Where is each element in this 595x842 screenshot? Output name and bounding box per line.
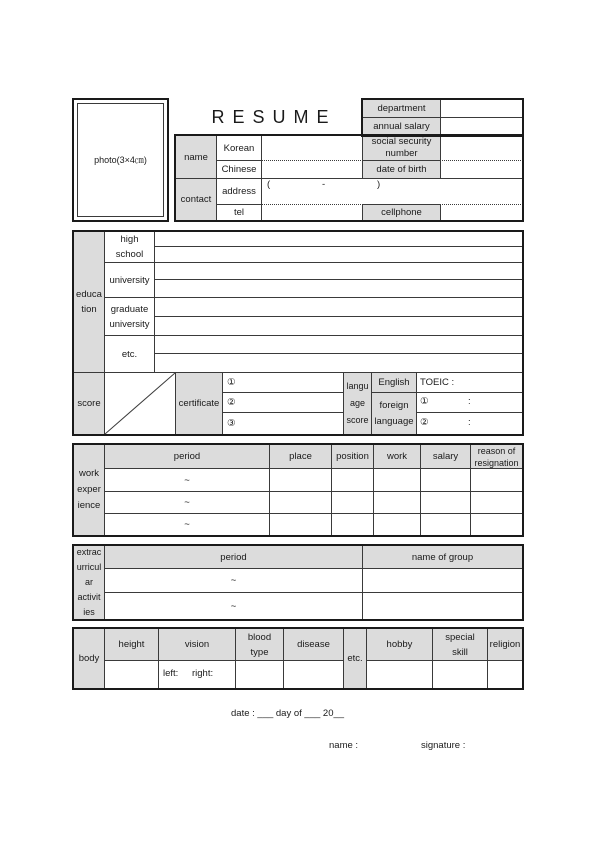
work-period-header: period [104, 444, 270, 469]
disease-header: disease [283, 628, 344, 661]
annual-salary-label: annual salary [362, 117, 441, 136]
address-close-paren: ) [377, 179, 381, 190]
work-place-cell [269, 491, 332, 514]
education-row-field [154, 246, 523, 263]
work-experience-label: work exper ience [73, 444, 105, 536]
work-position-cell [331, 468, 374, 492]
certificate-item-1: ① [222, 372, 344, 393]
extracurricular-period-cell: ~ [104, 592, 363, 620]
vision-cell [158, 660, 236, 689]
language-score-label: langu age score [343, 372, 372, 435]
vision-left-label: left: [163, 668, 179, 679]
department-label: department [362, 99, 441, 118]
work-salary-cell [420, 468, 471, 492]
education-row-field [154, 262, 523, 280]
certificate-label: certificate [175, 372, 223, 435]
name-label: name [175, 135, 217, 179]
education-row-field [154, 316, 523, 336]
education-row-field [154, 231, 523, 247]
education-label: educa tion [73, 231, 105, 373]
cellphone-field [440, 204, 523, 221]
work-reason-cell [470, 513, 523, 536]
vision-header: vision [158, 628, 236, 661]
signature-label: signature : [421, 740, 466, 751]
education-high-school-label: high school [104, 231, 155, 263]
extracurricular-group-cell [362, 568, 523, 593]
height-cell [104, 660, 159, 689]
education-university-label: university [104, 262, 155, 298]
work-work-cell [373, 513, 421, 536]
hobby-cell [366, 660, 433, 689]
score-label: score [73, 372, 105, 435]
certificate-item-3: ③ [222, 412, 344, 435]
foreign-language-label: foreign language [371, 392, 417, 435]
education-row-field [154, 335, 523, 354]
cellphone-label: cellphone [362, 204, 441, 221]
toeic-field: TOEIC : [416, 372, 523, 393]
blood-type-header: blood type [235, 628, 284, 661]
work-place-cell [269, 513, 332, 536]
education-etc-label: etc. [104, 335, 155, 373]
extracurricular-group-cell [362, 592, 523, 620]
address-dash: - [322, 179, 326, 190]
work-work-header: work [373, 444, 421, 469]
social-security-number-field [440, 135, 523, 161]
education-row-field [154, 279, 523, 298]
blood-type-cell [235, 660, 284, 689]
tel-field [261, 204, 363, 221]
vision-right-label: right: [192, 668, 214, 679]
certificate-item-2: ② [222, 392, 344, 413]
date-of-birth-field [440, 160, 523, 179]
work-reason-cell [470, 491, 523, 514]
religion-cell [487, 660, 523, 689]
body-label: body [73, 628, 105, 689]
chinese-name-field [261, 160, 363, 179]
work-salary-cell [420, 491, 471, 514]
body-etc-label: etc. [343, 628, 367, 689]
page-title: RESUME [211, 107, 337, 127]
address-label: address [216, 178, 262, 205]
photo-placeholder: photo(3×4㎝) [77, 103, 164, 217]
work-place-cell [269, 468, 332, 492]
diagonal-line [105, 373, 175, 434]
education-row-field [154, 353, 523, 373]
work-work-cell [373, 468, 421, 492]
english-label: English [371, 372, 417, 393]
name-signature-label: name : [329, 740, 359, 751]
foreign-language-separator: : [468, 396, 471, 407]
education-row-field [154, 297, 523, 317]
foreign-language-separator: : [468, 417, 471, 428]
extracurricular-period-header: period [104, 545, 363, 569]
work-period-cell: ~ [104, 513, 270, 536]
work-position-cell [331, 513, 374, 536]
annual-salary-field [440, 117, 523, 136]
work-position-cell [331, 491, 374, 514]
tel-label: tel [216, 204, 262, 221]
work-work-cell [373, 491, 421, 514]
date-line: date : ___ day of ___ 20__ [231, 708, 345, 719]
date-of-birth-label: date of birth [362, 160, 441, 179]
disease-cell [283, 660, 344, 689]
chinese-label: Chinese [216, 160, 262, 179]
score-diagonal-cell [104, 372, 176, 435]
department-field [440, 99, 523, 118]
extracurricular-group-header: name of group [362, 545, 523, 569]
work-place-header: place [269, 444, 332, 469]
education-graduate-label: graduate university [104, 297, 155, 336]
korean-name-field [261, 135, 363, 161]
work-reason-header: reason of resignation [470, 444, 523, 469]
height-header: height [104, 628, 159, 661]
extracurricular-period-cell: ~ [104, 568, 363, 593]
foreign-language-number: ① [420, 396, 429, 407]
work-reason-cell [470, 468, 523, 492]
work-period-cell: ~ [104, 491, 270, 514]
work-position-header: position [331, 444, 374, 469]
extracurricular-label: extrac urricul ar activit ies [73, 545, 105, 620]
hobby-header: hobby [366, 628, 433, 661]
work-period-cell: ~ [104, 468, 270, 492]
address-open-paren: ( [267, 179, 271, 190]
religion-header: religion [487, 628, 523, 661]
special-skill-header: special skill [432, 628, 488, 661]
foreign-language-item-2 [416, 412, 523, 435]
foreign-language-number: ② [420, 417, 429, 428]
korean-label: Korean [216, 135, 262, 161]
social-security-number-label: social security number [362, 135, 441, 161]
foreign-language-item-1 [416, 392, 523, 413]
work-salary-header: salary [420, 444, 471, 469]
special-skill-cell [432, 660, 488, 689]
contact-label: contact [175, 178, 217, 221]
work-salary-cell [420, 513, 471, 536]
address-field [261, 178, 523, 205]
